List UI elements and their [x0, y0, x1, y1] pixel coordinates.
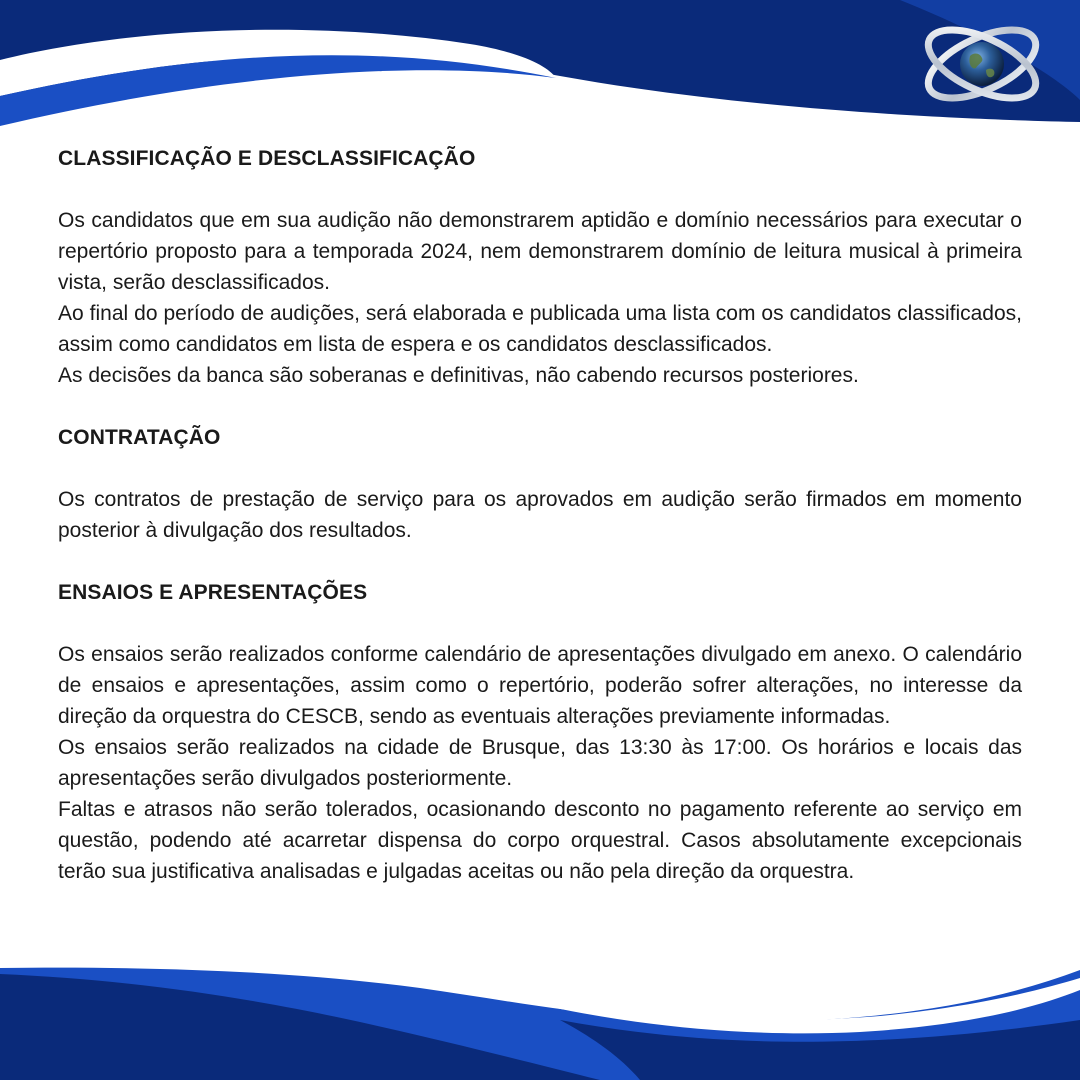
paragraph: Os contratos de prestação de serviço para os aprovados em audição serão firmados em momento posterior à divulgação dos resultados. [58, 488, 1022, 542]
section-title-ensaios: ENSAIOS E APRESENTAÇÕES [58, 581, 368, 604]
paragraph: Os ensaios serão realizados conforme calendário de apresentações divulgado em anexo. O calendário de ensaios e apresentações, assim como o repertório, poderão sofrer alterações, no interesse da direção da orquestra do CESCB, sendo as eventuais alterações previamente informadas. [58, 643, 1022, 728]
bottom-wave-decoration [0, 960, 1080, 1080]
paragraph: Os ensaios serão realizados na cidade de Brusque, das 13:30 às 17:00. Os horários e locais das apresentações serão divulgados posteriormente. [58, 736, 1022, 790]
globe-orbit-logo-icon [912, 12, 1052, 112]
section-body-contratacao [58, 484, 1022, 546]
section-body-classificacao [58, 205, 1022, 391]
document-body [58, 143, 1022, 918]
section-title-contratacao: CONTRATAÇÃO [58, 426, 221, 449]
paragraph: Faltas e atrasos não serão tolerados, ocasionando desconto no pagamento referente ao serviço em questão, podendo até acarretar dispensa do corpo orquestral. Casos absolutamente excepcionais terão sua justificativa analisadas e julgadas aceitas ou não pela direção da orquestra. [58, 798, 1022, 883]
paragraph: Ao final do período de audições, será elaborada e publicada uma lista com os candidatos classificados, assim como candidatos em lista de espera e os candidatos desclassificados. [58, 302, 1022, 356]
section-body-ensaios [58, 639, 1022, 887]
paragraph: As decisões da banca são soberanas e definitivas, não cabendo recursos posteriores. [58, 364, 859, 387]
paragraph: Os candidatos que em sua audição não demonstrarem aptidão e domínio necessários para executar o repertório proposto para a temporada 2024, nem demonstrarem domínio de leitura musical à primeira vista, serão desclassificados. [58, 209, 1022, 294]
section-title-classificacao: CLASSIFICAÇÃO E DESCLASSIFICAÇÃO [58, 147, 476, 170]
